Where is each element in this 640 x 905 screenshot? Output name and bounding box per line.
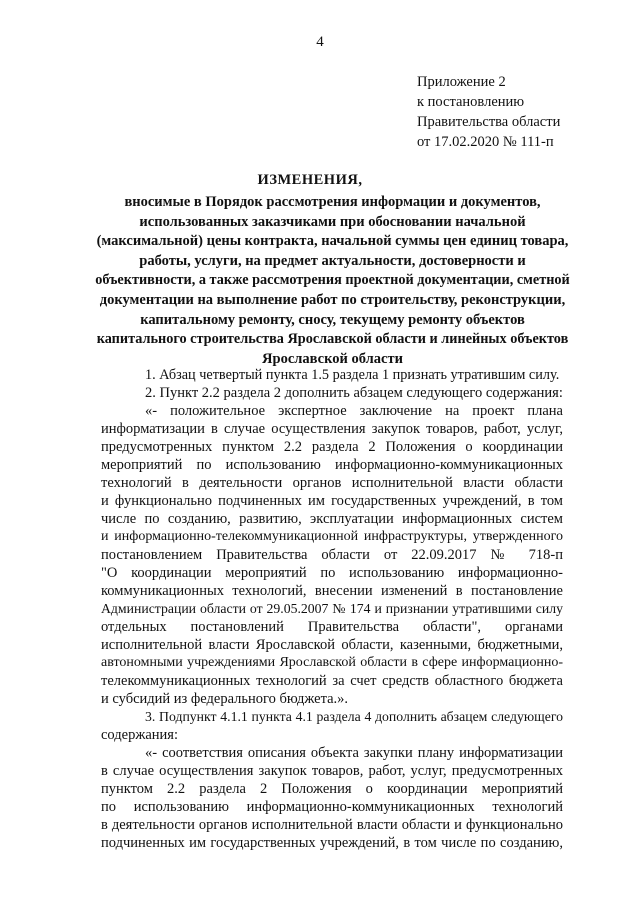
body-line: "О координации мероприятий по использованию информационно- — [101, 565, 563, 581]
body-line: содержания: — [101, 727, 179, 743]
body-line: по использованию информационно-коммуникационных технологий — [101, 799, 563, 815]
subtitle-line: капитальному ремонту, сносу, текущему ремонту объектов — [140, 311, 525, 328]
body-line: «- соответствия описания объекта закупки плану информатизации — [145, 745, 563, 761]
body-line: коммуникационных технологий, внесении изменений в постановление — [101, 583, 563, 599]
body-line: числе по созданию, развитию, эксплуатации информационных систем — [101, 511, 563, 527]
body-line: Администрации области от 29.05.2007 № 174 и признании утратившими силу — [101, 601, 563, 616]
body-line: исполнительной власти Ярославской области, казенными, бюджетными, — [101, 637, 563, 653]
body-line: отдельных постановлений Правительства области", органами — [101, 619, 563, 635]
subtitle-line: вносимые в Порядок рассмотрения информации и документов, — [124, 194, 541, 210]
subtitle-line: использованных заказчиками при обосновании начальной — [139, 213, 526, 230]
page-number: 4 — [316, 34, 324, 50]
subtitle-line: Ярославской области — [262, 350, 403, 367]
appendix-line: к постановлению — [417, 94, 525, 110]
body-line: телекоммуникационных технологий за счет средств областного бюджета — [101, 673, 563, 689]
body-line: предусмотренных пунктом 2.2 раздела 2 Положения о координации — [101, 439, 563, 455]
subtitle-line: (максимальной) цены контракта, начальной суммы цен единиц товара, — [96, 233, 569, 250]
body-line: технологий в деятельности органов исполнительной власти области — [101, 475, 563, 491]
appendix-line: Приложение 2 — [417, 74, 506, 90]
body-line: в деятельности органов исполнительной власти области и функционально — [101, 817, 563, 833]
body-line: информатизации в случае осуществления закупок товаров, работ, услуг, — [101, 421, 563, 437]
appendix-line: от 17.02.2020 № 111-п — [417, 134, 554, 150]
subtitle-line: объективности, а также рассмотрения проектной документации, сметной — [95, 272, 570, 289]
body-line: постановлением Правительства области от 22.09.2017 № 718-п — [101, 547, 563, 563]
body-line: и функционально подчиненных им государственных учреждений, в том — [101, 493, 563, 509]
body-line: 2. Пункт 2.2 раздела 2 дополнить абзацем следующего содержания: — [145, 385, 563, 401]
subtitle-line: работы, услуги, на предмет актуальности, достоверности и — [139, 252, 526, 269]
body-line: в случае осуществления закупок товаров, работ, услуг, предусмотренных — [101, 763, 563, 779]
body-line: мероприятий по использованию информационно-коммуникационных — [101, 457, 563, 473]
body-line: 1. Абзац четвертый пункта 1.5 раздела 1 признать утратившим силу. — [145, 367, 560, 383]
document-body — [101, 366, 563, 852]
body-line: «- положительное экспертное заключение на проект плана — [145, 403, 563, 419]
document-subtitle — [95, 193, 570, 369]
body-line: 3. Подпункт 4.1.1 пункта 4.1 раздела 4 дополнить абзацем следующего — [145, 709, 563, 724]
document-heading: ИЗМЕНЕНИЯ, — [257, 172, 363, 188]
body-line: и информационно-телекоммуникационной инфраструктуры, утвержденного — [101, 529, 563, 544]
subtitle-line: документации на выполнение работ по строительству, реконструкции, — [99, 291, 566, 308]
subtitle-line: капитального строительства Ярославской области и линейных объектов — [96, 331, 569, 348]
body-line: и субсидий из федерального бюджета.». — [101, 691, 349, 707]
body-line: пунктом 2.2 раздела 2 Положения о координации мероприятий — [101, 781, 563, 797]
body-line: автономными учреждениями Ярославской области в сфере информационно- — [101, 655, 563, 670]
body-line: подчиненных им государственных учреждений, в том числе по созданию, — [101, 835, 563, 851]
appendix-line: Правительства области — [417, 114, 561, 130]
appendix-block — [417, 72, 560, 152]
